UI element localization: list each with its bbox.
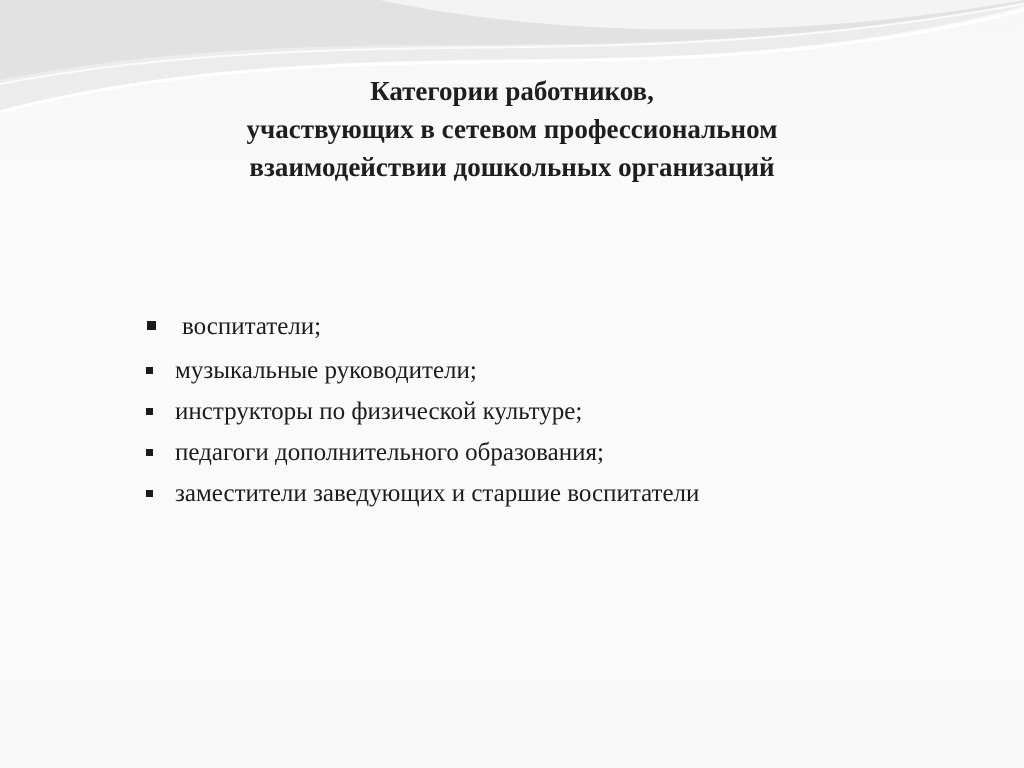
bullet-item [144,479,964,509]
bullet-text: воспитатели; [182,313,322,340]
bullet-text: инструкторы по физической культуре; [175,398,583,425]
square-bullet-icon [146,490,153,497]
bullet-text: заместители заведующих и старшие воспитатели [175,480,700,507]
slide-title [112,72,912,186]
slide-title-line-2: участвующих в сетевом профессиональном [246,114,778,144]
square-bullet-icon [146,408,153,415]
bullet-list [144,312,964,520]
bullet-text: педагоги дополнительного образования; [175,439,604,466]
square-bullet-icon [146,449,153,456]
square-bullet-icon [147,321,156,330]
bullet-item [144,356,964,386]
bullet-item [144,397,964,427]
bullet-item [144,312,964,342]
slide-title-line-1: Категории работников, [370,76,654,106]
bullet-item [144,438,964,468]
square-bullet-icon [146,367,153,374]
slide-title-line-3: взаимодействии дошкольных организаций [249,152,775,182]
bullet-text: музыкальные руководители; [175,357,477,384]
